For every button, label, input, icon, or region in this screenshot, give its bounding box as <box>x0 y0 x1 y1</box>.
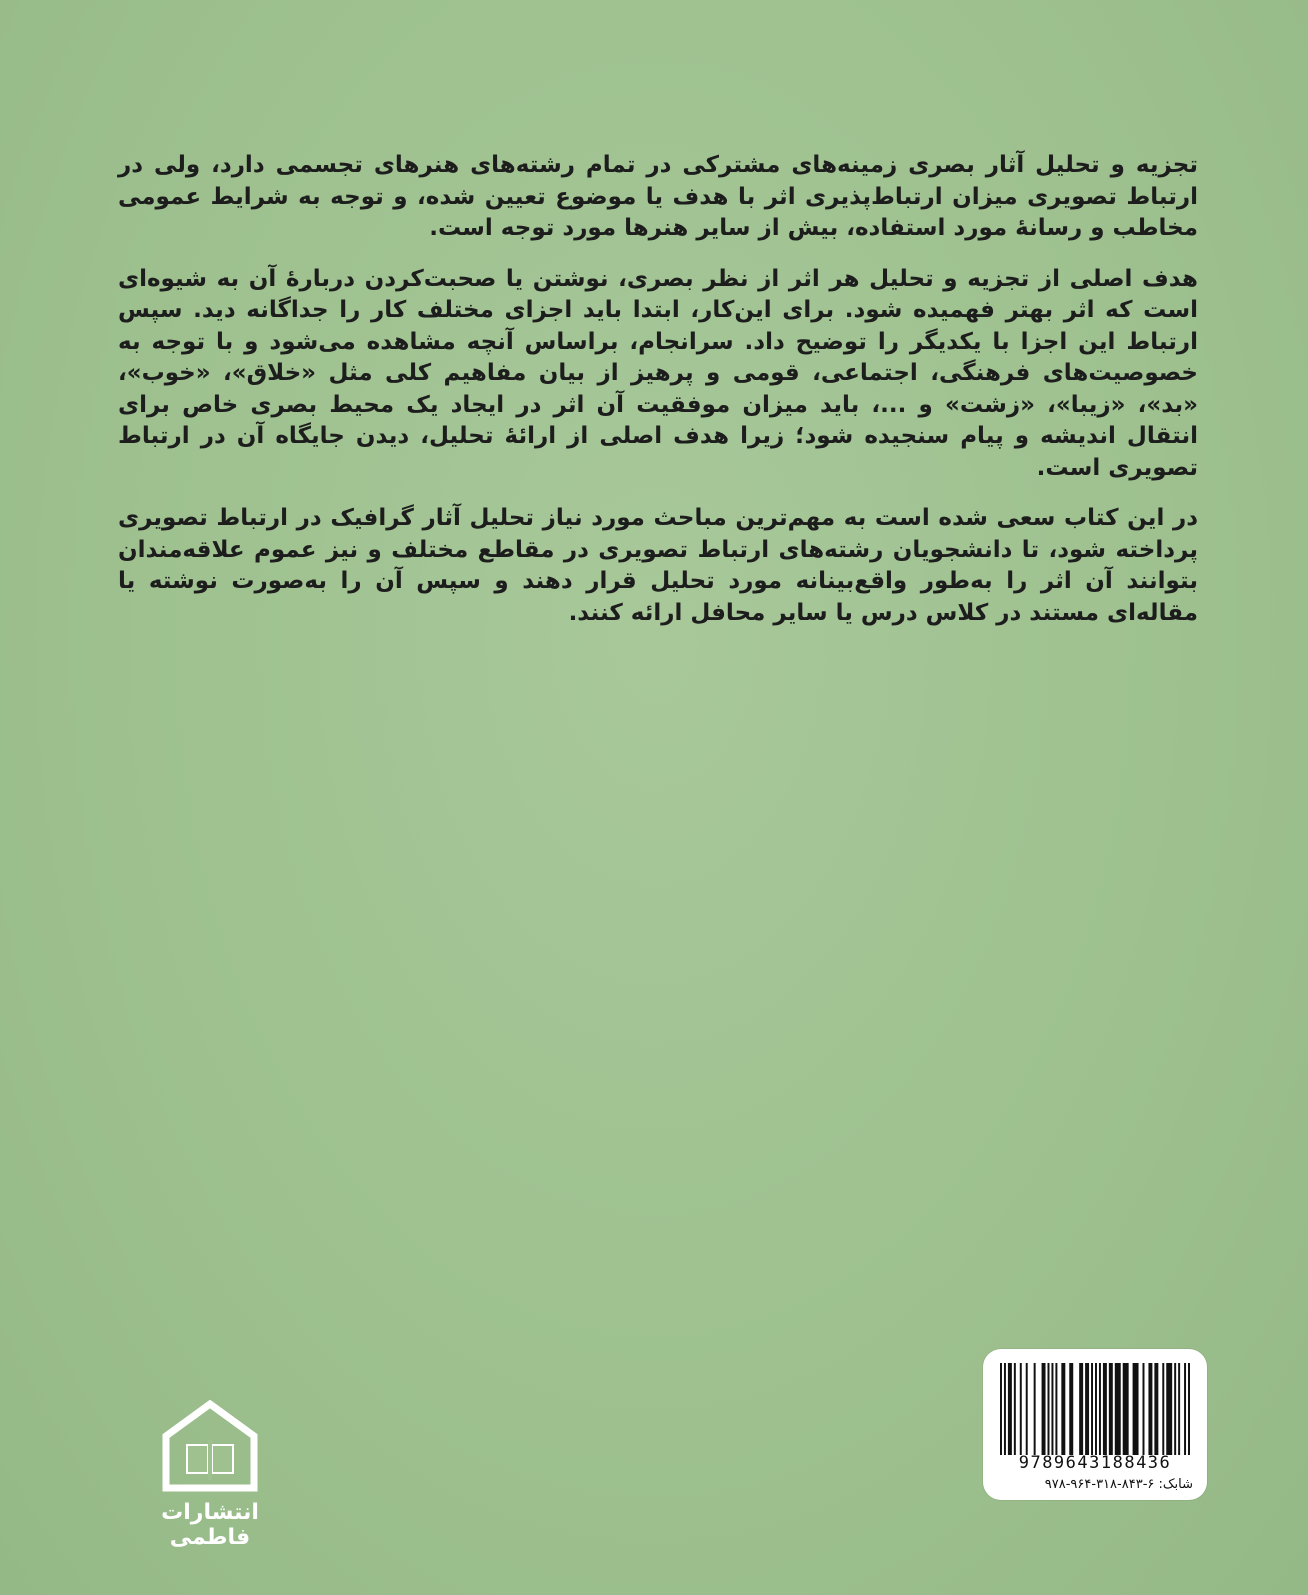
barcode-bar <box>1188 1363 1190 1455</box>
blurb-text <box>118 150 1198 648</box>
barcode-bar <box>1099 1363 1101 1455</box>
isbn-label: شابک: ۶-۸۴۳-۳۱۸-۹۶۴-۹۷۸ <box>1044 1477 1193 1492</box>
barcode-bar <box>1178 1363 1180 1455</box>
barcode-bar <box>1143 1363 1145 1455</box>
barcode-bar <box>1004 1363 1006 1455</box>
blurb-paragraph: هدف اصلی از تجزیه و تحلیل هر اثر از نظر بصری، نوشتن یا صحبت‌کردن دربارهٔ آن به شیوه‌ای است که اثر بهتر فهمیده شود. برای این‌کار، ابتدا باید اجزای مختلف کار را جداگانه دید. سپس ارتباط این اجزا با یکدیگر را توضیح داد. سرانجام، براساس آنچه مشاهده می‌شود و با توجه به خصوصیت‌های فرهنگی، اجتماعی، قومی و پرهیز از بیان مفاهیم کلی مثل «خلاق»، «خوب»، «بد»، «زیبا»، «زشت» و ...، باید میزان موفقیت آن اثر در ایجاد یک محیط بصری خاص برای انتقال اندیشه و پیام سنجیده شود؛ زیرا هدف اصلی از ارائهٔ تحلیل، دیدن جایگاه آن در ارتباط تصویری است. <box>118 265 1198 481</box>
publisher-name: انتشارات فاطمی <box>161 1500 259 1550</box>
barcode-bar <box>1115 1363 1121 1455</box>
barcode-bar <box>1162 1363 1164 1455</box>
barcode-bar <box>1184 1363 1186 1455</box>
barcode-panel <box>983 1349 1207 1500</box>
barcode-bar <box>1055 1363 1057 1455</box>
barcode <box>1000 1363 1190 1455</box>
book-house-logo-icon <box>158 1400 262 1492</box>
barcode-bar <box>1166 1363 1172 1455</box>
publisher-logo <box>130 1400 290 1550</box>
barcode-bar <box>1051 1363 1053 1455</box>
barcode-bar <box>1091 1363 1093 1455</box>
barcode-bar <box>1042 1363 1046 1455</box>
barcode-bar <box>1079 1363 1083 1455</box>
barcode-bar <box>1069 1363 1073 1455</box>
barcode-bar <box>1109 1363 1113 1455</box>
barcode-bar <box>1048 1363 1050 1455</box>
barcode-bar <box>1123 1363 1129 1455</box>
blurb-paragraph: تجزیه و تحلیل آثار بصری زمینه‌های مشترکی در تمام رشته‌های هنرهای تجسمی دارد، ولی در ارتباط تصویری میزان ارتباط‌پذیری اثر با هدف یا موضوع تعیین شده، و توجه به شرایط عمومی مخاطب و رسانهٔ مورد استفاده، بیش از سایر هنرها مورد توجه است. <box>118 152 1198 241</box>
barcode-bar <box>1103 1363 1107 1455</box>
barcode-bar <box>1095 1363 1097 1455</box>
barcode-bar <box>1174 1363 1176 1455</box>
barcode-bar <box>1085 1363 1089 1455</box>
barcode-bar <box>1014 1363 1016 1455</box>
barcode-bar <box>1061 1363 1065 1455</box>
barcode-bar <box>1026 1363 1028 1455</box>
barcode-bar <box>1034 1363 1036 1455</box>
barcode-bar <box>1148 1363 1152 1455</box>
barcode-bar <box>1020 1363 1022 1455</box>
barcode-bar <box>1154 1363 1158 1455</box>
blurb-paragraph: در این کتاب سعی شده است به مهم‌ترین مباحث مورد نیاز تحلیل آثار گرافیک در ارتباط تصویری پرداخته شود، تا دانشجویان رشته‌های ارتباط تصویری در مقاطع مختلف و نیز عموم علاقه‌مندان بتوانند آن اثر را به‌طور واقع‌بینانه مورد تحلیل قرار دهند و سپس آن را به‌صورت نوشته یا مقاله‌ای مستند در کلاس درس یا سایر محافل ارائه کنند. <box>118 505 1198 626</box>
barcode-number: 9789643188436 <box>1018 1453 1172 1473</box>
barcode-bar <box>1133 1363 1139 1455</box>
barcode-bar <box>1000 1363 1002 1455</box>
barcode-bar <box>1008 1363 1012 1455</box>
